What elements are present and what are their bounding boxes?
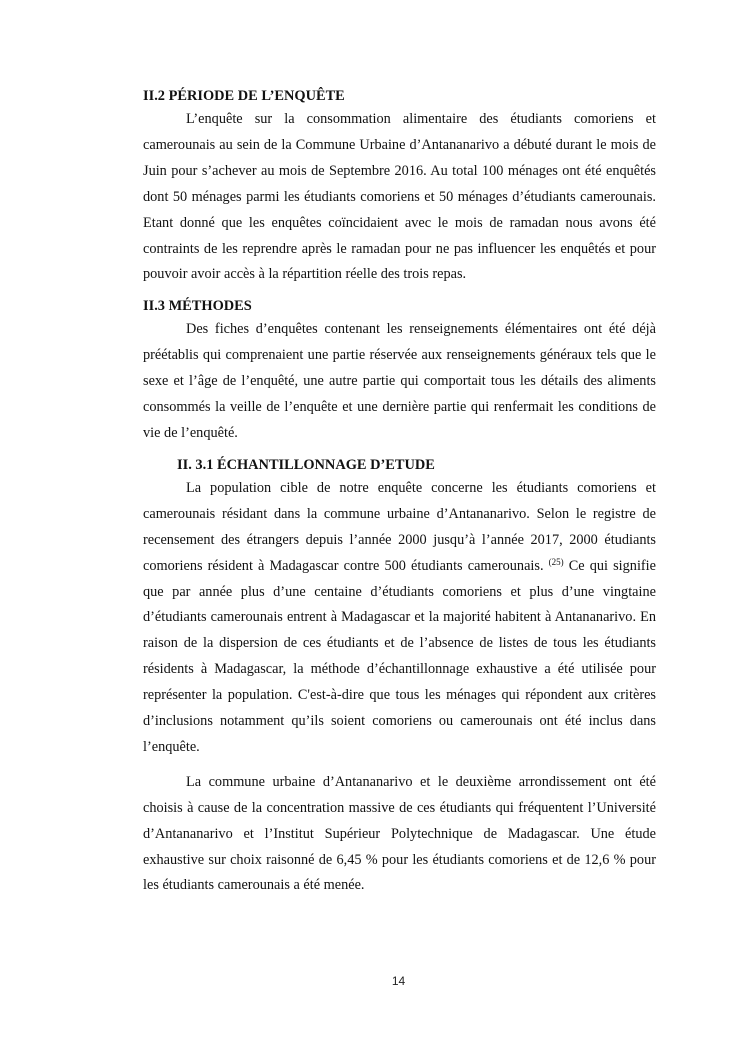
page-number: 14	[391, 974, 406, 988]
citation-reference: (25)	[548, 556, 564, 567]
paragraph-echantillonnage-1	[143, 476, 656, 761]
spacer	[143, 447, 656, 455]
document-page	[143, 86, 656, 899]
paragraph-text-after-reference: Ce qui signifie que par année plus d’une centaine d’étudiants comoriens et plus d’une vingtaine d’étudiants camerounais entrent à Madagascar et la majorité habitent à Antananarivo. En raison de la dispersion de ces étudiants et de l’absence de listes de tous les étudiants résidents à Madagascar, la méthode d’échantillonnage exhaustive a été utilisée pour représenter la population. C'est-à-dire que tous les ménages qui répondent aux critères d’inclusions notamment qu’ils soient comoriens ou camerounais ont été inclus dans l’enquête.	[143, 557, 657, 755]
paragraph-periode: L’enquête sur la consommation alimentaire des étudiants comoriens et camerounais au sein de la Commune Urbaine d’Antananarivo a débuté durant le mois de Juin pour s’achever au mois de Septembre 2016. Au total 100 ménages ont été enquêtés dont 50 ménages parmi les étudiants comoriens et 50 ménages d’étudiants camerounais. Etant donné que les enquêtes coïncidaient avec le mois de ramadan nous avons été contraints de les reprendre après le ramadan pour ne pas influencer les enquêtés et pour pouvoir avoir accès à la répartition réelle des trois repas.	[143, 111, 656, 283]
paragraph-echantillonnage-2: La commune urbaine d’Antananarivo et le deuxième arrondissement ont été choisis à cause de la concentration massive de ces étudiants qui fréquentent l’Université d’Antananarivo et l’Institut Supérieur Polytechnique de Madagascar. Une étude exhaustive sur choix raisonné de 6,45 % pour les étudiants comoriens et de 12,6 % pour les étudiants camerounais a été menée.	[143, 773, 656, 894]
spacer	[143, 761, 656, 770]
paragraph-text-before-reference: La population cible de notre enquête concerne les étudiants comoriens et camerounais résidant dans la commune urbaine d’Antananarivo. Selon le registre de recensement des étrangers depuis l’année 2000 jusqu’à l’année 2017, 2000 étudiants comoriens résident à Madagascar contre 500 étudiants camerounais.	[143, 479, 656, 574]
section-heading-methodes: II.3 MÉTHODES	[143, 298, 252, 315]
section-heading-periode: II.2 PÉRIODE DE L’ENQUÊTE	[143, 88, 345, 104]
subsection-heading-echantillonnage: II. 3.1 ÉCHANTILLONNAGE D’ETUDE	[177, 456, 435, 473]
paragraph-methodes: Des fiches d’enquêtes contenant les renseignements élémentaires ont été déjà préétablis qui comprenaient une partie réservée aux renseignements généraux tels que le sexe et l’âge de l’enquêté, une autre partie qui comportait tous les détails des aliments consommés la veille de l’enquête et une dernière partie qui renfermait les conditions de vie de l’enquêté.	[143, 321, 656, 441]
spacer	[143, 288, 656, 296]
